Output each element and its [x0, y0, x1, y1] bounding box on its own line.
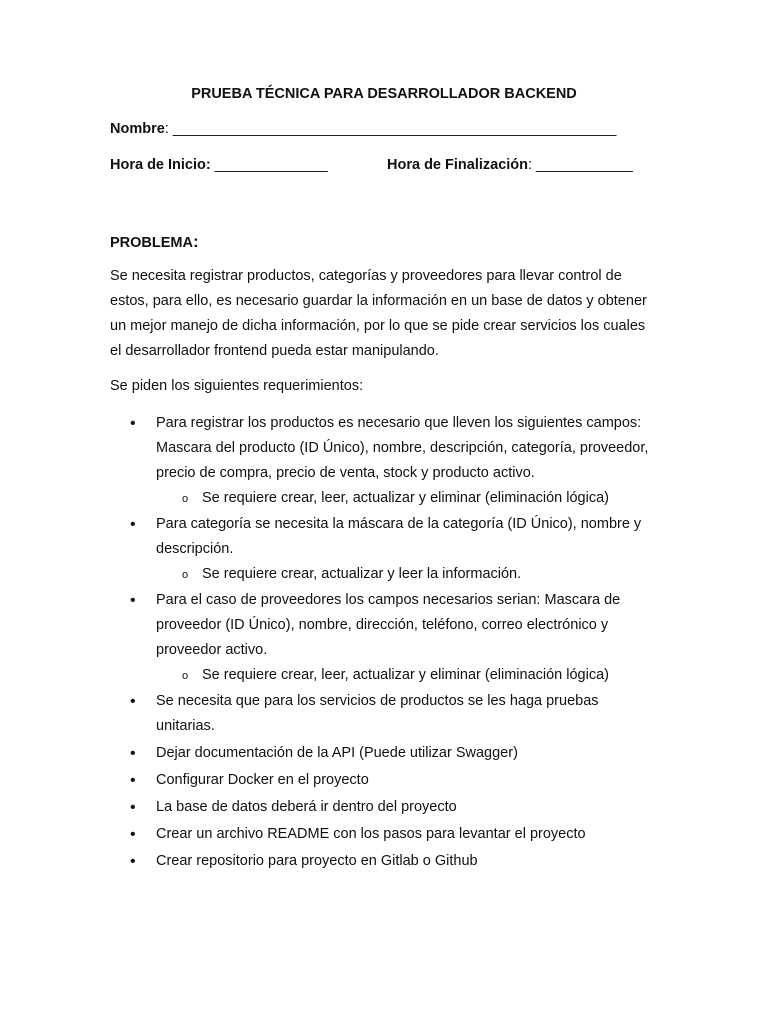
- hora-fin-label: Hora de Finalización: [387, 157, 528, 173]
- requirement-sublist: [156, 486, 650, 510]
- hora-fin-field: [387, 157, 633, 173]
- nombre-blank: : _______________________________________________________: [164, 121, 617, 137]
- requirement-item: [110, 741, 650, 766]
- intro-paragraph: Se necesita registrar productos, categorías y proveedores para llevar control de estos, para ello, es necesario guardar la información en un base de datos y obtener un mejor manejo de dicha información, por lo que se pide crear servicios los cuales el desarrollador frontend pueda estar manipulando.: [110, 268, 647, 359]
- section-heading-colon: :: [192, 232, 199, 251]
- requirement-sublist: [156, 562, 650, 586]
- requirement-item: [110, 795, 650, 820]
- requirement-text: Para categoría se necesita la máscara de la categoría (ID Único), nombre y descripción.: [156, 516, 642, 557]
- requirement-text: Configurar Docker en el proyecto: [156, 772, 369, 788]
- requirement-text: Crear repositorio para proyecto en Gitlab o Github: [156, 853, 478, 869]
- requirement-item: [110, 588, 650, 687]
- requirement-item: [110, 822, 650, 847]
- requirement-text: La base de datos deberá ir dentro del proyecto: [156, 799, 457, 815]
- requirement-subitem: o Se requiere crear, leer, actualizar y eliminar (eliminación lógica): [156, 486, 650, 510]
- requirements-intro: Se piden los siguientes requerimientos:: [110, 378, 364, 394]
- nombre-label: Nombre: [110, 121, 165, 137]
- requirement-item: [110, 849, 650, 874]
- nombre-field: [110, 121, 616, 137]
- requirement-sublist: [156, 663, 650, 687]
- requirement-item: [110, 768, 650, 793]
- requirement-text: Para registrar los productos es necesario que lleven los siguientes campos: Mascara del producto (ID Único), nombre, descripción, categoría, proveedor, precio de compra, precio de venta, stock y producto activo.: [156, 415, 649, 481]
- requirement-text: Dejar documentación de la API (Puede utilizar Swagger): [156, 745, 518, 761]
- section-heading: [110, 232, 199, 252]
- requirement-text: Para el caso de proveedores los campos necesarios serian: Mascara de proveedor (ID Único), nombre, dirección, teléfono, correo electrónico y proveedor activo.: [156, 592, 621, 658]
- requirement-item: [110, 689, 650, 739]
- section-heading-text: PROBLEMA: [110, 235, 193, 251]
- document-title: PRUEBA TÉCNICA PARA DESARROLLADOR BACKEND: [191, 86, 577, 102]
- requirement-item: [110, 512, 650, 586]
- hora-inicio-blank: ______________: [210, 157, 328, 173]
- hora-fin-blank: : ____________: [528, 157, 633, 173]
- requirement-subitem: o Se requiere crear, actualizar y leer la información.: [156, 562, 650, 586]
- hora-inicio-field: [110, 157, 328, 173]
- requirements-list: [110, 411, 650, 876]
- requirement-subitem: o Se requiere crear, leer, actualizar y eliminar (eliminación lógica): [156, 663, 650, 687]
- hora-inicio-label: Hora de Inicio:: [110, 157, 211, 173]
- requirement-text: Se necesita que para los servicios de productos se les haga pruebas unitarias.: [156, 693, 599, 734]
- requirement-item: [110, 411, 650, 510]
- requirement-text: Crear un archivo README con los pasos para levantar el proyecto: [156, 826, 586, 842]
